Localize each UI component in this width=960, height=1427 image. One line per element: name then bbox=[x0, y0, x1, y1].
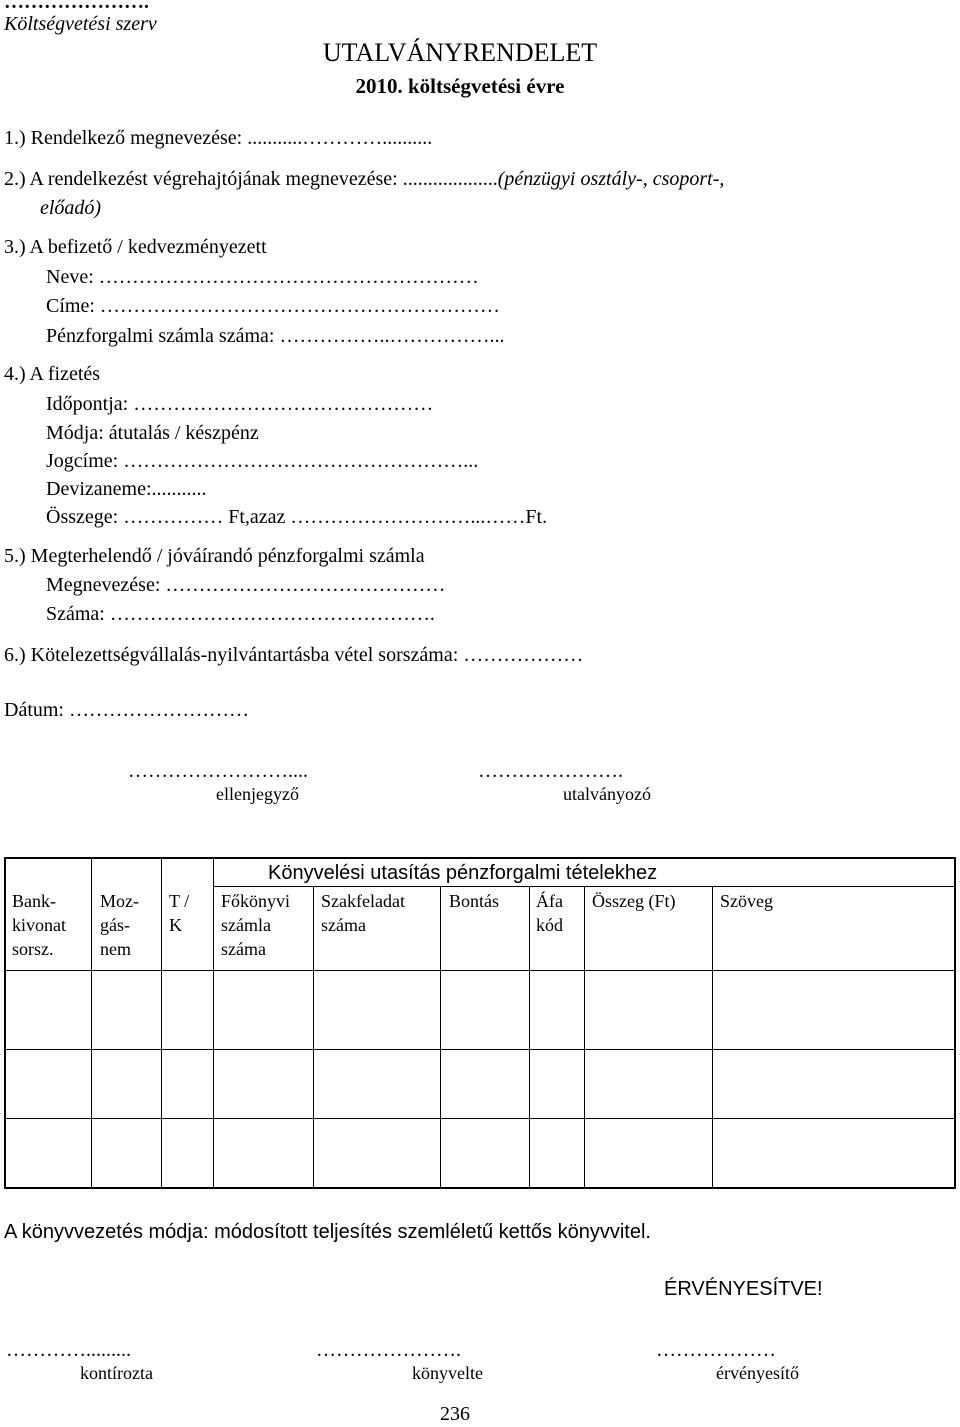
field-jogcime: Jogcíme: ……………………………………………... bbox=[46, 450, 479, 472]
table-col-divider bbox=[529, 887, 530, 1187]
ervenyesitve-label: ÉRVÉNYESÍTVE! bbox=[664, 1278, 823, 1300]
top-dots: …………………. bbox=[4, 0, 149, 13]
table-col-divider bbox=[91, 859, 92, 1187]
field-neve: Neve: ………………………………………………… bbox=[46, 266, 479, 288]
field-vegrehajto-note: (pénzügyi osztály-, csoport-, bbox=[497, 168, 725, 190]
col-header-fokonyvi: Főkönyvi számla száma bbox=[221, 891, 291, 959]
field-vegrehajto bbox=[4, 167, 724, 191]
col-header-osszeg: Összeg (Ft) bbox=[592, 891, 676, 911]
field-vegrehajto-note-cont: előadó) bbox=[40, 197, 102, 219]
col-header-szakfeladat: Szakfeladat száma bbox=[321, 891, 405, 935]
page-title: UTALVÁNYRENDELET bbox=[322, 38, 598, 67]
signature-ellenjegyzo-label: ellenjegyző bbox=[216, 784, 299, 804]
field-megnevezese: Megnevezése: …………………………………… bbox=[46, 574, 446, 596]
konyvelesi-table bbox=[4, 857, 956, 1189]
signature-konyvelte-line: …………………. bbox=[316, 1339, 461, 1361]
col-header-bontas: Bontás bbox=[449, 891, 500, 911]
table-row bbox=[6, 1118, 954, 1119]
signature-konyvelte-label: könyvelte bbox=[412, 1363, 483, 1383]
signature-utalvanyozo-line: …………………. bbox=[478, 760, 623, 782]
signature-utalvanyozo-label: utalványozó bbox=[563, 784, 651, 804]
table-col-divider bbox=[584, 887, 585, 1187]
field-devizaneme: Devizaneme:........... bbox=[46, 478, 207, 500]
col-header-bankkivonat: Bank- kivonat sorsz. bbox=[12, 891, 66, 959]
org-label: Költségvetési szerv bbox=[4, 13, 157, 35]
signature-ellenjegyzo-line: …………………….... bbox=[128, 760, 308, 782]
field-penzforgalmi-szamla: Pénzforgalmi számla száma: ……………..……………... bbox=[46, 325, 505, 347]
table-col-divider bbox=[213, 859, 214, 1187]
signature-ervenyesito-label: érvényesítő bbox=[716, 1363, 799, 1383]
field-vegrehajto-label: 2.) A rendelkezést végrehajtójának megnevezése: ................... bbox=[4, 168, 498, 190]
page-subtitle: 2010. költségvetési évre bbox=[355, 74, 565, 98]
field-datum: Dátum: ……………………… bbox=[4, 699, 249, 721]
table-header-divider bbox=[6, 970, 954, 971]
col-header-tk: T / K bbox=[169, 891, 190, 935]
table-col-divider bbox=[161, 859, 162, 1187]
field-cime: Címe: …………………………………………………… bbox=[46, 295, 500, 317]
table-col-divider bbox=[440, 887, 441, 1187]
col-header-afa: Áfa kód bbox=[536, 891, 563, 935]
signature-ervenyesito-line: ……………… bbox=[656, 1339, 776, 1361]
field-befizeto-heading: 3.) A befizető / kedvezményezett bbox=[4, 236, 267, 258]
signature-kontirozta-line: …………......... bbox=[6, 1339, 131, 1361]
field-rendelkezo: 1.) Rendelkező megnevezése: ...........………….......... bbox=[4, 127, 433, 149]
field-szama: Száma: …………………………………………. bbox=[46, 603, 435, 625]
table-group-header: Könyvelési utasítás pénzforgalmi tételekhez bbox=[268, 862, 658, 884]
field-szamla-heading: 5.) Megterhelendő / jóváírandó pénzforgalmi számla bbox=[4, 545, 425, 567]
table-col-divider bbox=[712, 887, 713, 1187]
konyvvezetes-modja: A könyvvezetés módja: módosított teljesítés szemléletű kettős könyvvitel. bbox=[4, 1221, 651, 1243]
col-header-szoveg: Szöveg bbox=[720, 891, 773, 911]
table-col-divider bbox=[313, 887, 314, 1187]
field-osszege: Összege: …………… Ft,azaz ………………………...……Ft. bbox=[46, 506, 548, 528]
signature-kontirozta-label: kontírozta bbox=[80, 1363, 153, 1383]
table-row bbox=[6, 1049, 954, 1050]
field-kotelezettseg: 6.) Kötelezettségvállalás-nyilvántartásba vétel sorszáma: ……………… bbox=[4, 644, 584, 666]
page-number: 236 bbox=[440, 1403, 470, 1425]
field-idopontja: Időpontja: ……………………………………… bbox=[46, 393, 434, 415]
col-header-mozgasnem: Moz- gás- nem bbox=[100, 891, 139, 959]
field-fizetes-heading: 4.) A fizetés bbox=[4, 363, 101, 385]
field-modja: Módja: átutalás / készpénz bbox=[46, 422, 259, 444]
